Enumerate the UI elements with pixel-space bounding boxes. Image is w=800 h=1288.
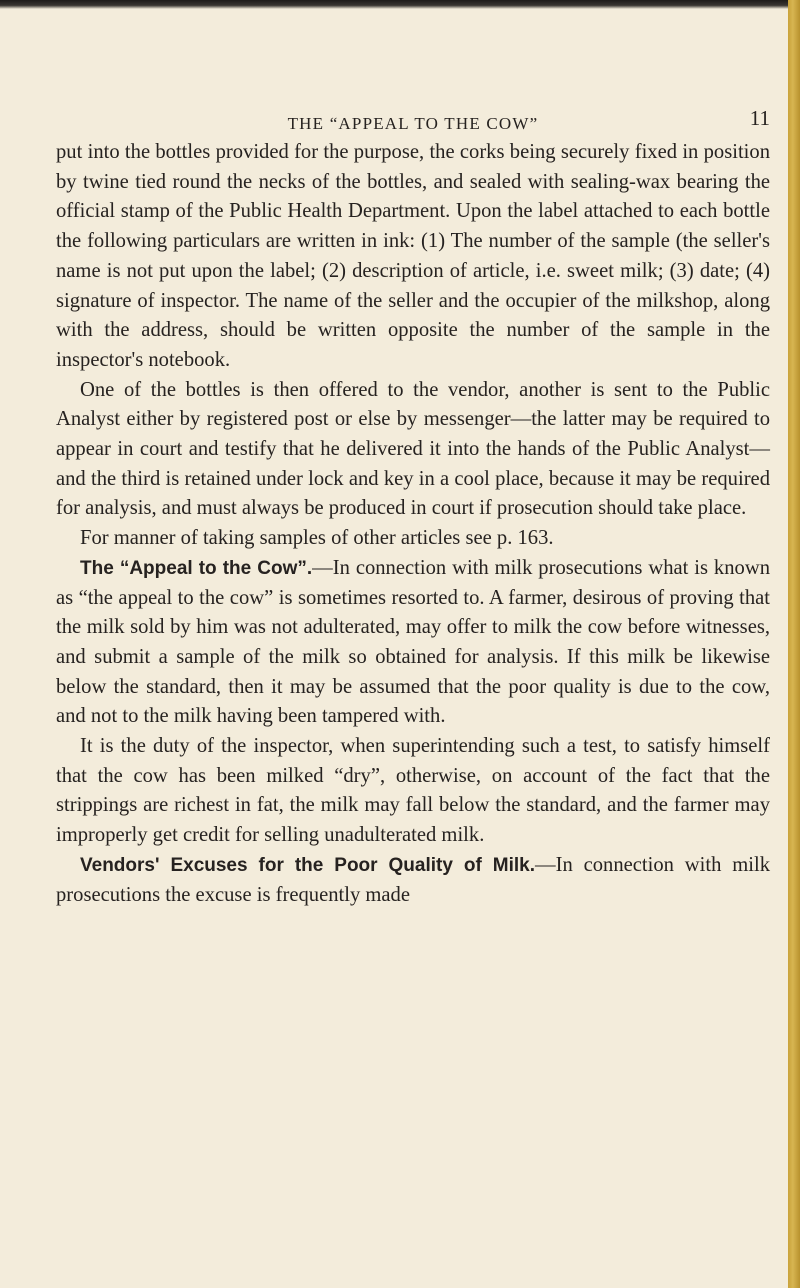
page-header <box>56 96 770 138</box>
paragraph-sampling-procedure: put into the bottles provided for the purpose, the corks being securely fixed in position by twine tied round the necks of the bottles, and sealed with sealing-wax bearing the official stamp of the Public Health Department. Upon the label attached to each bottle the following particulars are written in ink: (1) The number of the sample (the seller's name is not put upon the label; (2) description of article, i.e. sweet milk; (3) date; (4) signature of inspector. The name of the seller and the occupier of the milkshop, along with the address, should be written opposite the number of the sample in the inspector's notebook. <box>56 141 770 371</box>
page-gilt-edge <box>788 0 800 1288</box>
section-heading-appeal-to-cow: The “Appeal to the Cow”. <box>80 557 313 579</box>
paragraph-bottle-distribution: One of the bottles is then offered to the vendor, another is sent to the Public Analyst either by registered post or else by messenger—the latter may be required to appear in court and testify that he delivered it into the hands of the Public Analyst—and the third is retained under lock and key in a cool place, because it may be required for analysis, and must always be produced in court if prosecution should take place. <box>56 378 770 520</box>
paragraph-appeal-to-cow <box>56 554 770 732</box>
page-top-shadow <box>0 0 800 9</box>
running-head: THE “APPEAL TO THE COW” <box>287 114 539 133</box>
page-number: 11 <box>749 106 770 130</box>
paragraph-vendors-excuses <box>56 851 770 910</box>
section-heading-vendors-excuses: Vendors' Excuses for the Poor Quality of Milk. <box>80 854 536 876</box>
paragraph-vendors-excuses-text: —In connection with milk prosecutions the excuse is frequently made <box>56 853 770 906</box>
paragraph-other-articles: For manner of taking samples of other articles see p. 163. <box>80 527 554 550</box>
body-text <box>56 138 770 910</box>
book-page <box>56 96 770 910</box>
paragraph-appeal-to-cow-text: —In connection with milk prosecutions what is known as “the appeal to the cow” is sometimes resorted to. A farmer, desirous of proving that the milk sold by him was not adulterated, may offer to milk the cow before witnesses, and submit a sample of the milk so obtained for analysis. If this milk be likewise below the standard, then it may be assumed that the poor quality is due to the cow, and not to the milk having been tampered with. <box>56 556 770 728</box>
paragraph-inspector-duty: It is the duty of the inspector, when superintending such a test, to satisfy himself that the cow has been milked “dry”, otherwise, on account of the fact that the strippings are richest in fat, the milk may fall below the standard, and the farmer may improperly get credit for selling unadulterated milk. <box>56 735 770 847</box>
